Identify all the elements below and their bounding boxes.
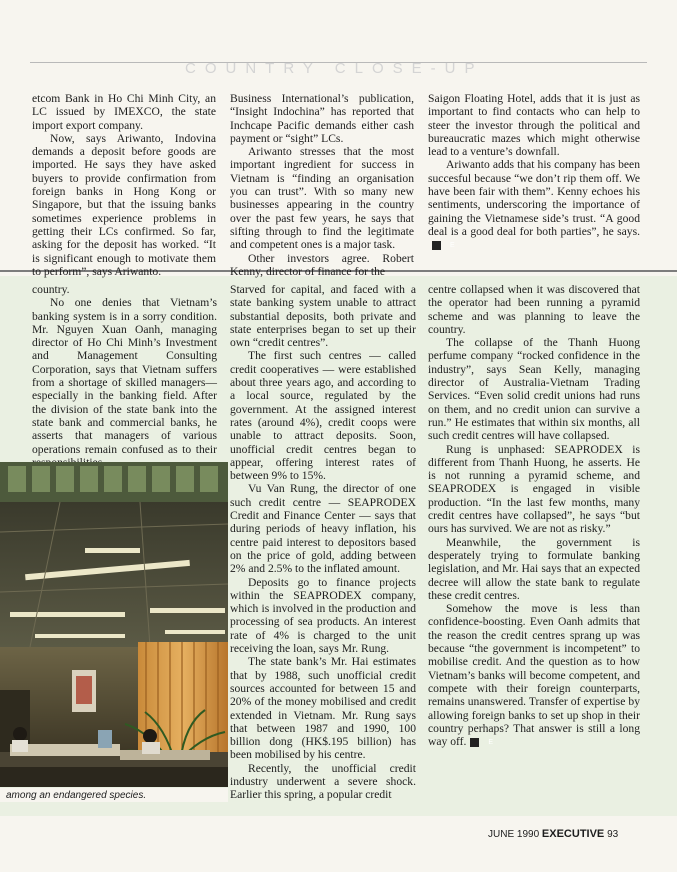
paragraph: Meanwhile, the government is desperately trying to formulate banking legislation, and Mr. Hai says that an expected decree will allow the state bank to regulate these credit centres. bbox=[428, 535, 640, 602]
paragraph-text: Ariwanto adds that his company has been succesful because “we don’t rip them off. We have been fair with them”. Kenny echoes his sentiments, underscoring the importance of gaining the Vietnamese side’s trust. “A good deal is a good deal for both parties”, he says. bbox=[428, 158, 640, 238]
boxed-column-2 bbox=[230, 283, 416, 802]
paragraph: Now, says Ariwanto, Indovina demands a deposit before goods are imported. He says they have asked buyers to provide confirmation from foreign banks in Hong Kong or Singapore, but that the issuing banks sometimes experience problems in getting their LCs confirmed. So far, asking for the deposit has worked. “It is significant enough to motivate them to perform”, says Ariwanto. bbox=[32, 131, 216, 278]
paragraph: Ariwanto stresses that the most important ingredient for success in Vietnam is “finding an organisation you can trust”. With so many new businesses appearing in the country over the past few years, he says that sifting through to find the legitimate and competent ones is a major task. bbox=[230, 145, 414, 252]
paragraph: Saigon Floating Hotel, adds that it is just as important to find contacts who can help to steer the investor through the political and bureaucratic mazes which might otherwise lead to a venture’s downfall. bbox=[428, 92, 640, 159]
top-column-2 bbox=[230, 92, 414, 278]
paragraph bbox=[428, 158, 640, 251]
paragraph: etcom Bank in Ho Chi Minh City, an LC issued by IMEXCO, the state import export company. bbox=[32, 92, 216, 132]
paragraph: Rung is unphased: SEAPRODEX is different from Thanh Huong, he asserts. He is not running a pyramid scheme, and SEAPRODEX is engaged in visible production. “In the last few months, many credit centres have collapsed”, he says “but ours has survived. We are not as risky.” bbox=[428, 442, 640, 536]
magazine-name: EXECUTIVE bbox=[541, 828, 605, 840]
end-of-article-mark: E bbox=[470, 738, 479, 747]
boxed-column-3 bbox=[428, 283, 640, 748]
section-header: COUNTRY CLOSE-UP bbox=[185, 60, 484, 77]
paragraph: Other investors agree. Robert Kenny, director of finance for the bbox=[230, 251, 414, 278]
top-column-3 bbox=[428, 92, 640, 252]
paragraph: Starved for capital, and faced with a state banking system unable to attract substantial deposits, both private and state enterprises began to set up their own “credit centres”. bbox=[230, 283, 416, 350]
issue-date: JUNE 1990 bbox=[488, 829, 540, 840]
bank-office-photo bbox=[0, 462, 228, 787]
paragraph: Business International’s publication, “Insight Indochina” has reported that Inchcape Pacific demands either cash payment or “sight” LCs. bbox=[230, 92, 414, 145]
paragraph: centre collapsed when it was discovered that the operator had been running a pyramid scheme and was planning to leave the country. bbox=[428, 283, 640, 336]
page-number: 93 bbox=[607, 829, 619, 840]
paragraph: The collapse of the Thanh Huong perfume company “rocked confidence in the industry”, says Sean Kelly, managing director of Australia-Vietnam Trading Services. “Even solid credit unions had runs on them, and no credit union can survive a run.” He estimates that within six months, all such credit centres will have collapsed. bbox=[428, 336, 640, 443]
paragraph: No one denies that Vietnam’s banking system is in a sorry condition. Mr. Nguyen Xuan Oanh, managing director of Ho Chi Minh’s Investment and Management Consulting Corporation, says that Vietnam suffers from a shortage of skilled managers—especially in the banking field. After the division of the state bank into the state bank and commercial banks, he asserts that managers of various operations remain confused as to their bbox=[32, 296, 217, 456]
office-interior-illustration bbox=[0, 462, 228, 787]
paragraph bbox=[428, 602, 640, 748]
paragraph: Deposits go to finance projects within the SEAPRODEX company, which is involved in the production and processing of sea products. An interest rate of 4% is charged to the unit receiving the loan, says Mr. Rung. bbox=[230, 575, 416, 656]
paragraph-text: Somehow the move is less than confidence-boosting. Even Oanh admits that the reason the credit centres sprang up was because “the government is incompetent” to mobilise credit. And the question as to how Vietnam’s banks will become competent, and compete with their foreign counterparts, remains unanswered. Transfer of expertise by allowing foreign banks to set up shop in their country perhaps? That answer is still a long way off. bbox=[428, 602, 640, 749]
paragraph: The first such centres — called credit cooperatives — were established about three years ago, and according to a local source, regulated by the government. At the assigned interest rates (around 4%), credit coops were unable to attract deposits. Soon, unofficial credit centres began to appear, offering interest rates of between 9% to 15%. bbox=[230, 349, 416, 483]
paragraph: Vu Van Rung, the director of one such credit centre — SEAPRODEX Credit and Finance Center — says that during periods of heavy inflation, his centre paid interest to depositors based on the price of gold, adding between 2% and 2.5% to the inflated amount. bbox=[230, 482, 416, 576]
paragraph: Recently, the unofficial credit industry underwent a severe shock. Earlier this spring, a popular credit bbox=[230, 761, 416, 802]
photo-caption: among an endangered species. bbox=[0, 788, 228, 802]
paragraph: The state bank’s Mr. Hai estimates that by 1988, such unofficial credit sources accounted for between 15 and 20% of the money mobilised and credit extended in Vietnam. Mr. Rung says that between 1987 and 1990, 100 billion dong (HK$.195 billion) has been mobilised by his centre. bbox=[230, 655, 416, 762]
top-column-1 bbox=[32, 92, 216, 278]
boxed-column-1 bbox=[32, 283, 217, 469]
paragraph: country. bbox=[32, 283, 70, 296]
end-of-article-mark: E bbox=[432, 241, 441, 250]
page-footer bbox=[488, 828, 618, 840]
